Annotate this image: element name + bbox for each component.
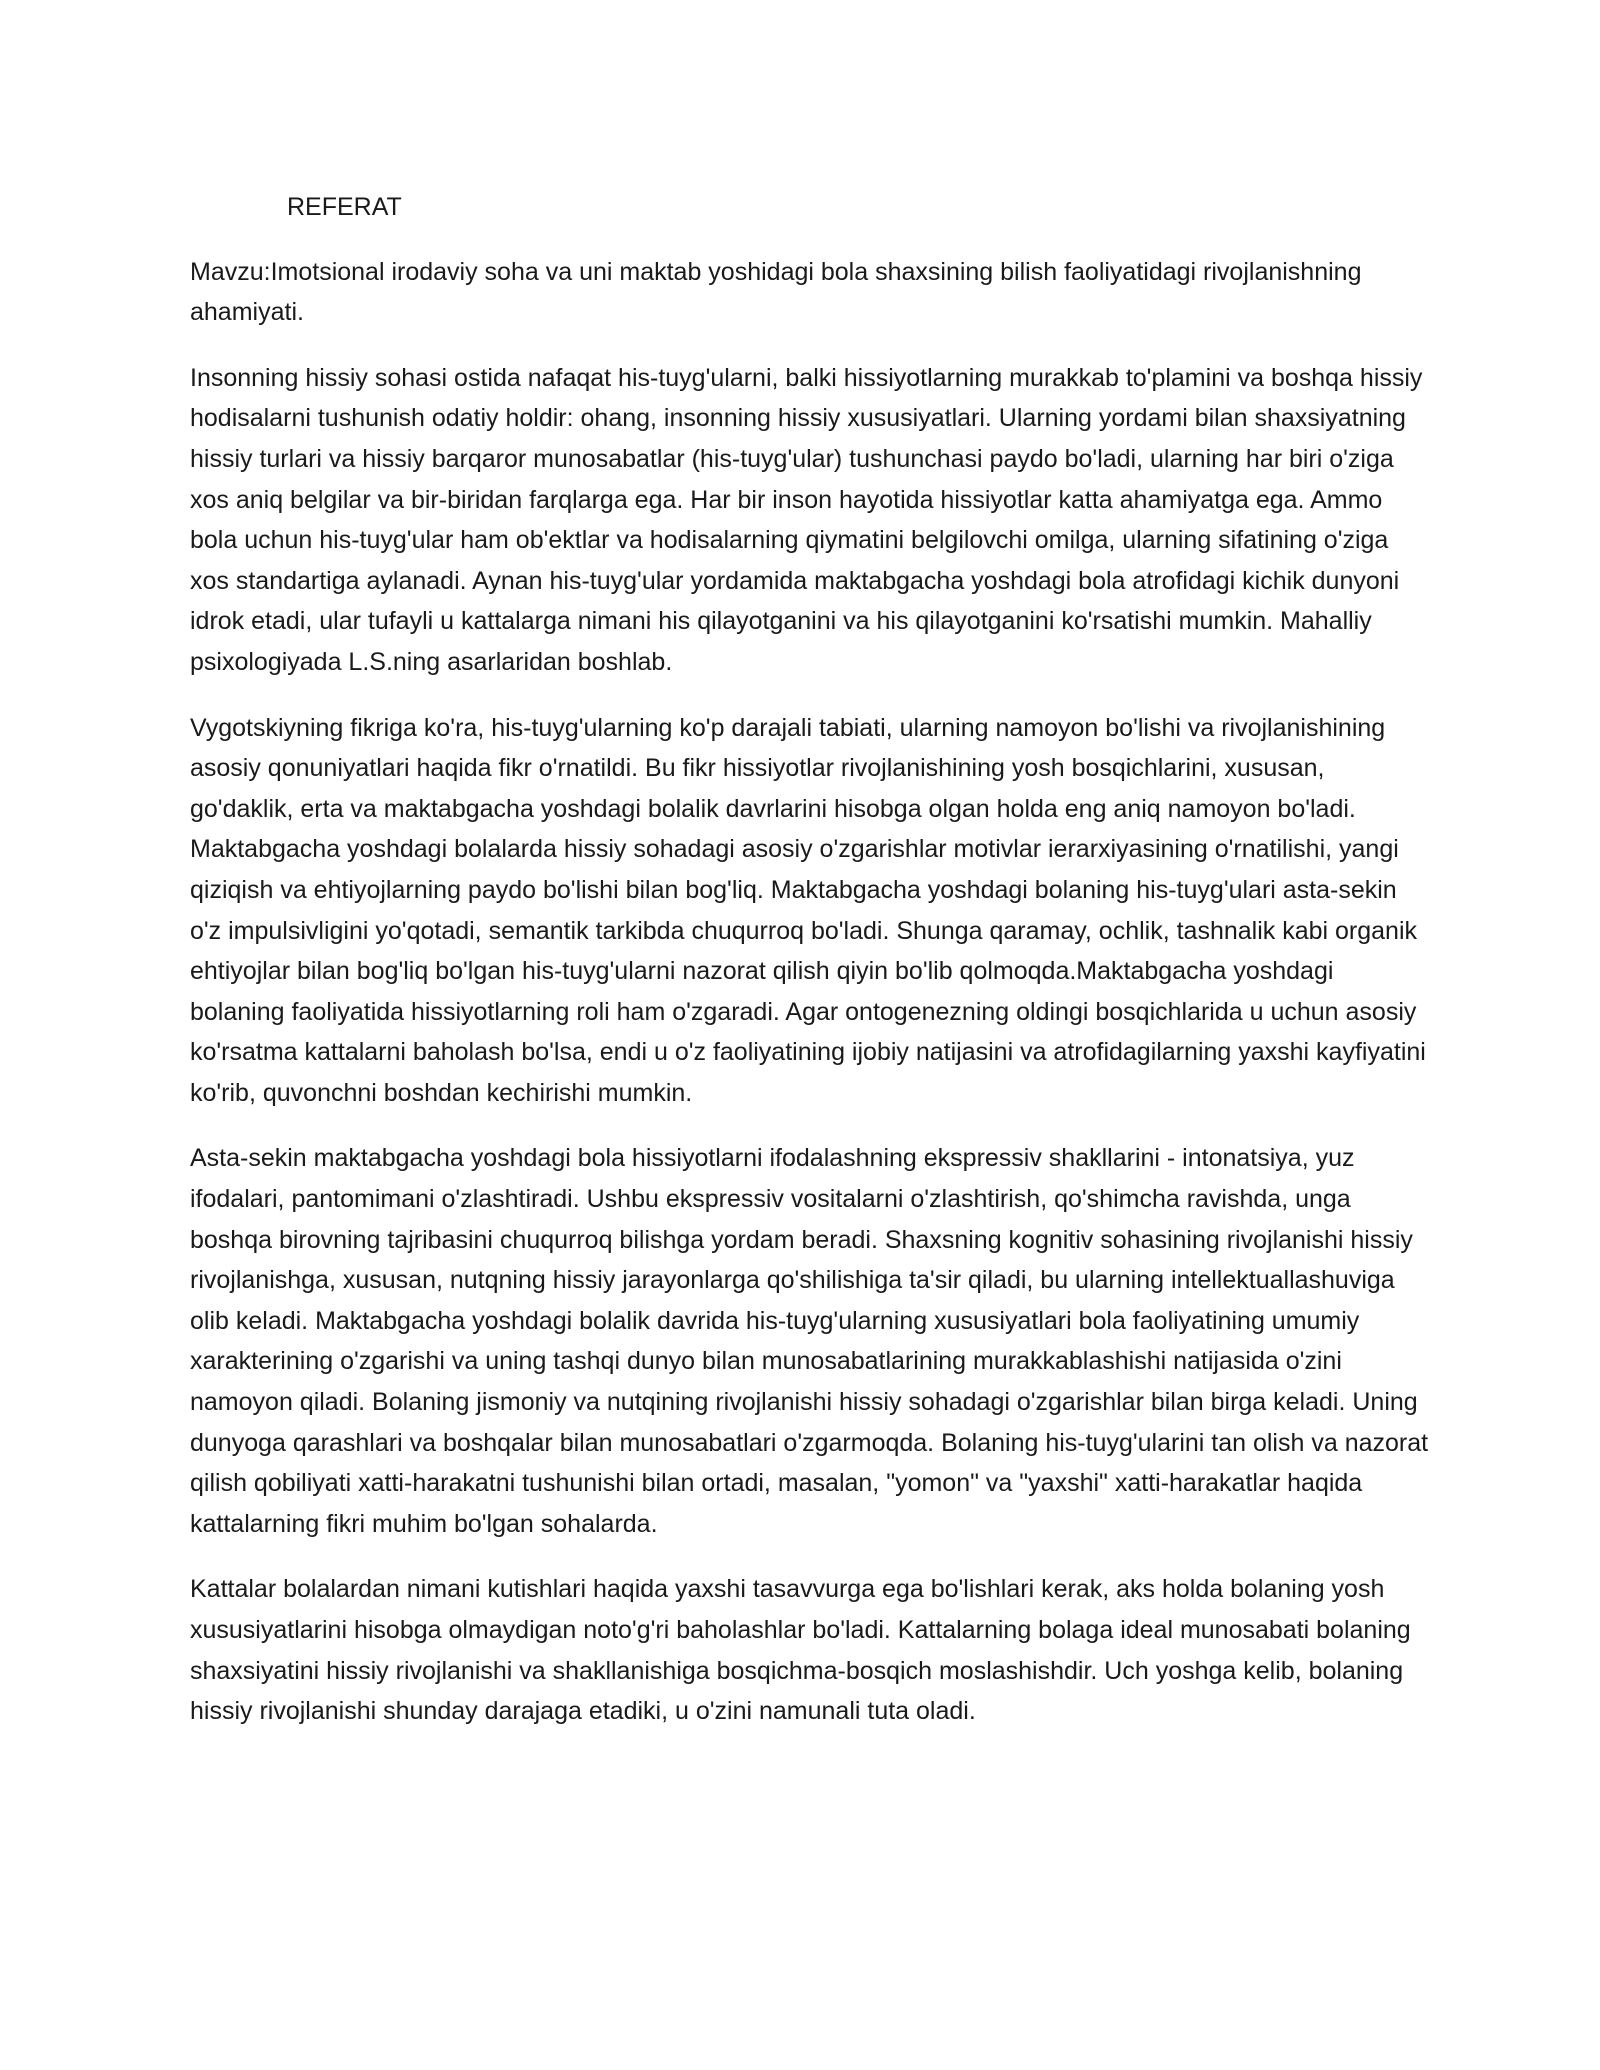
body-paragraph-2: Vygotskiyning fikriga ko'ra, his-tuyg'ularning ko'p darajali tabiati, ularning namoyon bo'lishi va rivojlanishining asosiy qonuniyatlari haqida fikr o'rnatildi. Bu fikr hissiyotlar rivojlanishining yosh bosqichlarini, xususan, go'daklik, erta va maktabgacha yoshdagi bolalik davrlarini hisobga olgan holda eng aniq namoyon bo'ladi. Maktabgacha yoshdagi bolalarda hissiy sohadagi asosiy o'zgarishlar motivlar ierarxiyasining o'rnatilishi, yangi qiziqish va ehtiyojlarning paydo bo'lishi bilan bog'liq. Maktabgacha yoshdagi bolaning his-tuyg'ulari asta-sekin o'z impulsivligini yo'qotadi, semantik tarkibda chuqurroq bo'ladi. Shunga qaramay, ochlik, tashnalik kabi organik ehtiyojlar bilan bog'liq bo'lgan his-tuyg'ularni nazorat qilish qiyin bo'lib qolmoqda.Maktabgacha yoshdagi bolaning faoliyatida hissiyotlarning roli ham o'zgaradi. Agar ontogenezning oldingi bosqichlarida u uchun asosiy ko'rsatma kattalarni baholash bo'lsa, endi u o'z faoliyatining ijobiy natijasini va atrofidagilarning yaxshi kayfiyatini ko'rib, quvonchni boshdan kechirishi mumkin. (190, 713, 1426, 1107)
body-paragraph-4: Kattalar bolalardan nimani kutishlari haqida yaxshi tasavvurga ega bo'lishlari kerak, aks holda bolaning yosh xususiyatlarini hisobga olmaydigan noto'g'ri baholashlar bo'ladi. Kattalarning bolaga ideal munosabati bolaning shaxsiyatini hissiy rivojlanishi va shakllanishiga bosqichma-bosqich moslashishdir. Uch yoshga kelib, bolaning hissiy rivojlanishi shunday darajaga etadiki, u o'zini namunali tuta oladi. (190, 1575, 1411, 1726)
topic-paragraph: Mavzu:Imotsional irodaviy soha va uni maktab yoshidagi bola shaxsining bilish faoliyatidagi rivojlanishning ahamiyati. (190, 257, 1362, 327)
document-body (190, 187, 1430, 1757)
document-heading: REFERAT (287, 193, 402, 221)
body-paragraph-3: Asta-sekin maktabgacha yoshdagi bola hissiyotlarni ifodalashning ekspressiv shakllarini - intonatsiya, yuz ifodalari, pantomimani o'zlashtiradi. Ushbu ekspressiv vositalarni o'zlashtirish, qo'shimcha ravishda, unga boshqa birovning tajribasini chuqurroq bilishga yordam beradi. Shaxsning kognitiv sohasining rivojlanishi hissiy rivojlanishga, xususan, nutqning hissiy jarayonlarga qo'shilishiga ta'sir qiladi, bu ularning intellektuallashuviga olib keladi. Maktabgacha yoshdagi bolalik davrida his-tuyg'ularning xususiyatlari bola faoliyatining umumiy xarakterining o'zgarishi va uning tashqi dunyo bilan munosabatlarining murakkablashishi natijasida o'zini namoyon qiladi. Bolaning jismoniy va nutqining rivojlanishi hissiy sohadagi o'zgarishlar bilan birga keladi. Uning dunyoga qarashlari va boshqalar bilan munosabatlari o'zgarmoqda. Bolaning his-tuyg'ularini tan olish va nazorat qilish qobiliyati xatti-harakatni tushunishi bilan ortadi, masalan, "yomon" va "yaxshi" xatti-harakatlar haqida kattalarning fikri muhim bo'lgan sohalarda. (190, 1144, 1429, 1538)
body-paragraph-1: Insonning hissiy sohasi ostida nafaqat his-tuyg'ularni, balki hissiyotlarning murakkab to'plamini va boshqa hissiy hodisalarni tushunish odatiy holdir: ohang, insonning hissiy xususiyatlari. Ularning yordami bilan shaxsiyatning hissiy turlari va hissiy barqaror munosabatlar (his-tuyg'ular) tushunchasi paydo bo'ladi, ularning har biri o'ziga xos aniq belgilar va bir-biridan farqlarga ega. Har bir inson hayotida hissiyotlar katta ahamiyatga ega. Ammo bola uchun his-tuyg'ular ham ob'ektlar va hodisalarning qiymatini belgilovchi omilga, ularning sifatining o'ziga xos standartiga aylanadi. Aynan his-tuyg'ular yordamida maktabgacha yoshdagi bola atrofidagi kichik dunyoni idrok etadi, ular tufayli u kattalarga nimani his qilayotganini va his qilayotganini ko'rsatishi mumkin. Mahalliy psixologiyada L.S.ning asarlaridan boshlab. (190, 363, 1423, 676)
